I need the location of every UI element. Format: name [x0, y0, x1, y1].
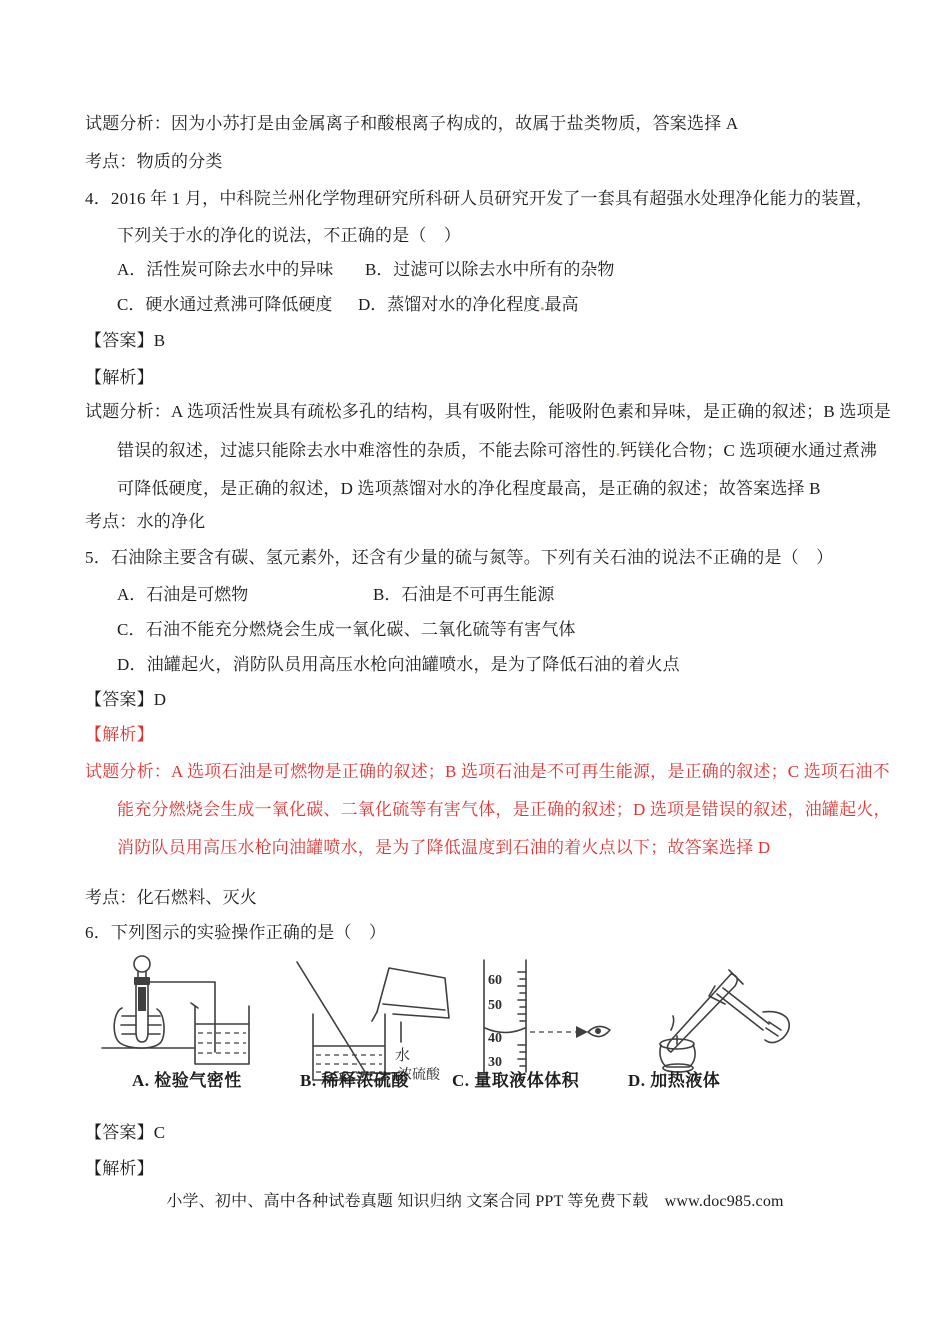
q5-options-row-ab — [117, 583, 857, 607]
caption-d: D. 加热液体 — [628, 1071, 721, 1090]
caption-b: B. 稀释浓硫酸 — [300, 1071, 409, 1090]
q4-option-c: C．硬水通过煮沸可降低硬度 — [117, 295, 333, 314]
q5-option-b: B．石油是不可再生能源 — [373, 585, 555, 604]
q5-analysis-line2: 能充分燃烧会生成一氧化碳、二氧化硫等有害气体，是正确的叙述；D 选项是错误的叙述，油罐起火， — [117, 800, 891, 819]
q6-analysis-label: 【解析】 — [85, 1159, 154, 1178]
q5-option-c: C．石油不能充分燃烧会生成一氧化碳、二氧化硫等有害气体 — [117, 620, 576, 639]
apparatus-a-gas-tightness — [102, 956, 249, 1064]
apparatus-d-heat-liquid — [660, 970, 789, 1072]
caption-a: A. 检验气密性 — [132, 1071, 242, 1090]
q4-stem-line2: 下列关于水的净化的说法，不正确的是（ ） — [117, 226, 461, 245]
apparatus-c-measure-volume — [484, 960, 610, 1072]
q4-analysis-line2: 错误的叙述，过滤只能除去水中难溶性的杂质，不能去除可溶性的.钙镁化合物；C 选项硬水通过煮沸 — [117, 441, 878, 460]
tick-30: 30 — [488, 1055, 502, 1070]
artifact-dot: . — [540, 295, 545, 314]
q4-stem-line1: 4．2016 年 1 月，中科院兰州化学物理研究所科研人员研究开发了一套具有超强水处理净化能力的装置， — [85, 189, 873, 208]
q5-analysis-line1: 试题分析：A 选项石油是可燃物是正确的叙述；B 选项石油是不可再生能源，是正确的叙述；C 选项石油不 — [85, 762, 890, 781]
q4-option-b: B．过滤可以除去水中所有的杂物 — [365, 260, 615, 279]
tick-60: 60 — [488, 973, 502, 988]
acid-label: 浓硫酸 — [398, 1068, 440, 1083]
q5-topic-text: 考点：化石燃料、灭火 — [85, 888, 257, 907]
q3-analysis-text: 试题分析：因为小苏打是由金属离子和酸根离子构成的，故属于盐类物质，答案选择 A — [85, 114, 739, 133]
q5-analysis-line3: 消防队员用高压水枪向油罐喷水，是为了降低温度到石油的着火点以下；故答案选择 D — [117, 838, 771, 857]
q5-analysis-label: 【解析】 — [85, 725, 154, 744]
q4-options-row-cd — [117, 293, 857, 317]
artifact-dot: . — [615, 441, 621, 460]
tick-40: 40 — [488, 1031, 502, 1046]
q4-topic-text: 考点：水的净化 — [85, 512, 206, 531]
q4-analysis-line3: 可降低硬度，是正确的叙述，D 选项蒸馏对水的净化程度最高，是正确的叙述；故答案选择 B — [117, 479, 821, 498]
q5-option-a: A．石油是可燃物 — [117, 585, 249, 604]
q3-topic-text: 考点：物质的分类 — [85, 152, 223, 171]
q5-option-d: D．油罐起火，消防队员用高压水枪向油罐喷水，是为了降低石油的着火点 — [117, 655, 680, 674]
q5-answer: 【答案】D — [85, 690, 167, 709]
q4-options-row-ab — [117, 258, 857, 282]
q4-answer: 【答案】B — [85, 331, 166, 350]
q5-stem: 5．石油除主要含有碳、氢元素外，还含有少量的硫与氮等。下列有关石油的说法不正确的是（ ） — [85, 548, 834, 567]
q4-analysis-label: 【解析】 — [85, 368, 154, 387]
water-label: 水 — [395, 1048, 411, 1064]
q4-option-d: D．蒸馏对水的净化程度.最高 — [358, 295, 579, 314]
caption-c: C. 量取液体体积 — [452, 1071, 580, 1090]
site-footer: 小学、初中、高中各种试卷真题 知识归纳 文案合同 PPT 等免费下载 www.doc985.com — [166, 1193, 784, 1210]
q4-analysis-line1: 试题分析：A 选项活性炭具有疏松多孔的结构，具有吸附性，能吸附色素和异味，是正确的叙述；B 选项是 — [85, 402, 891, 421]
q6-answer: 【答案】C — [85, 1123, 166, 1142]
apparatus-b-dilute-acid — [297, 962, 449, 1083]
q4-option-a: A．活性炭可除去水中的异味 — [117, 260, 334, 279]
tick-50: 50 — [488, 998, 502, 1013]
q6-stem: 6．下列图示的实验操作正确的是（ ） — [85, 923, 387, 942]
